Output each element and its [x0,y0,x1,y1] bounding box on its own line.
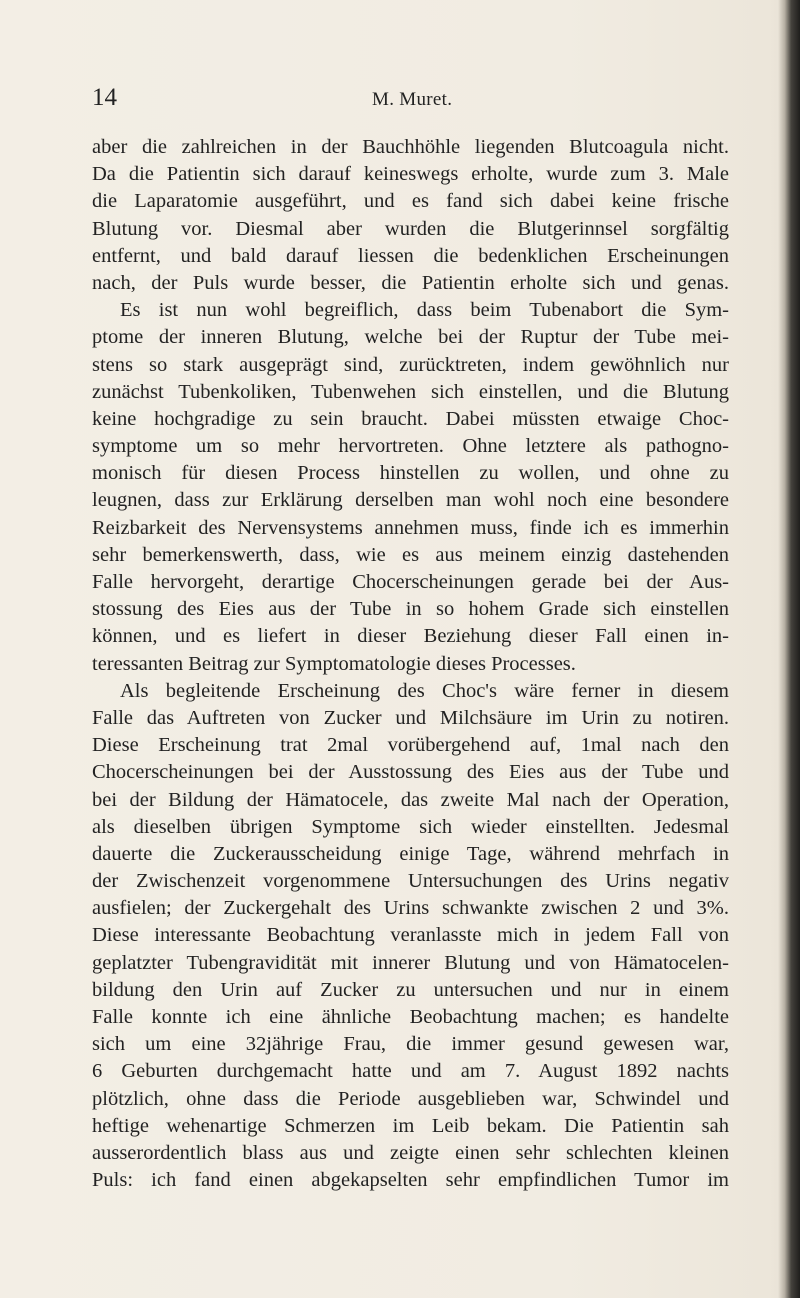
page-number: 14 [92,84,117,111]
text-line: Blutung vor. Diesmal aber wurden die Blutgerinnsel sorgfältig [92,217,729,240]
text-line: bildung den Urin auf Zucker zu untersuchen und nur in einem [92,978,729,1001]
text-line: zunächst Tubenkoliken, Tubenwehen sich einstellen, und die Blutung [92,380,729,403]
text-line: geplatzter Tubengravidität mit innerer Blutung und von Hämatocelen- [92,951,729,974]
text-line: plötzlich, ohne dass die Periode ausgeblieben war, Schwindel und [92,1087,729,1110]
text-line: sich um eine 32jährige Frau, die immer gesund gewesen war, [92,1033,729,1056]
text-line: entfernt, und bald darauf liessen die bedenklichen Erscheinungen [92,244,729,267]
text-line: dauerte die Zuckerausscheidung einige Tage, während mehrfach in [92,842,729,865]
paragraph-start-line: Es ist nun wohl begreiflich, dass beim Tubenabort die Sym- [120,299,729,322]
text-line: ptome der inneren Blutung, welche bei der Ruptur der Tube mei- [92,326,729,349]
paragraph-end-line: teressanten Beitrag zur Symptomatologie dieses Processes. [92,652,576,675]
text-line: Diese interessante Beobachtung veranlasste mich in jedem Fall von [92,924,729,947]
text-line: sehr bemerkenswerth, dass, wie es aus meinem einzig dastehenden [92,543,729,566]
text-line: stossung des Eies aus der Tube in so hohem Grade sich einstellen [92,598,729,621]
text-line: ausfielen; der Zuckergehalt des Urins schwankte zwischen 2 und 3%. [92,897,729,920]
running-head: M. Muret. [372,89,453,110]
text-line: der Zwischenzeit vorgenommene Untersuchungen des Urins negativ [92,870,729,893]
text-line: 6 Geburten durchgemacht hatte und am 7. August 1892 nachts [92,1060,729,1083]
text-line: Diese Erscheinung trat 2mal vorübergehend auf, 1mal nach den [92,734,729,757]
body-text [92,134,729,1194]
text-line: Puls: ich fand einen abgekapselten sehr empfindlichen Tumor im [92,1169,729,1192]
book-binding-edge [778,0,800,1298]
text-line: leugnen, dass zur Erklärung derselben man wohl noch eine besondere [92,489,729,512]
text-line: ausserordentlich blass aus und zeigte einen sehr schlechten kleinen [92,1141,729,1164]
text-line: aber die zahlreichen in der Bauchhöhle liegenden Blutcoagula nicht. [92,136,729,158]
text-line: Falle das Auftreten von Zucker und Milchsäure im Urin zu notiren. [92,706,729,729]
text-line: monisch für diesen Process hinstellen zu wollen, und ohne zu [92,462,729,485]
text-line: heftige wehenartige Schmerzen im Leib bekam. Die Patientin sah [92,1114,729,1137]
text-line: Reizbarkeit des Nervensystems annehmen muss, finde ich es immerhin [92,516,729,539]
text-line: Falle hervorgeht, derartige Chocerscheinungen gerade bei der Aus- [92,571,729,593]
text-line: Da die Patientin sich darauf keineswegs erholte, wurde zum 3. Male [92,163,729,186]
text-line: keine hochgradige zu sein braucht. Dabei müssten etwaige Choc- [92,407,729,430]
text-line: stens so stark ausgeprägt sind, zurücktreten, indem gewöhnlich nur [92,353,729,376]
text-line: Falle konnte ich eine ähnliche Beobachtung machen; es handelte [92,1006,729,1028]
text-line: nach, der Puls wurde besser, die Patientin erholte sich und genas. [92,271,729,294]
text-line: bei der Bildung der Hämatocele, das zweite Mal nach der Operation, [92,788,729,811]
paragraph-start-line: Als begleitende Erscheinung des Choc's wäre ferner in diesem [120,679,729,702]
text-line: als dieselben übrigen Symptome sich wieder einstellten. Jedesmal [92,815,729,838]
text-line: können, und es liefert in dieser Beziehung dieser Fall einen in- [92,625,729,648]
text-line: symptome um so mehr hervortreten. Ohne letztere als pathogno- [92,435,729,458]
text-line: Chocerscheinungen bei der Ausstossung des Eies aus der Tube und [92,761,729,784]
text-line: die Laparatomie ausgeführt, und es fand sich dabei keine frische [92,190,729,213]
